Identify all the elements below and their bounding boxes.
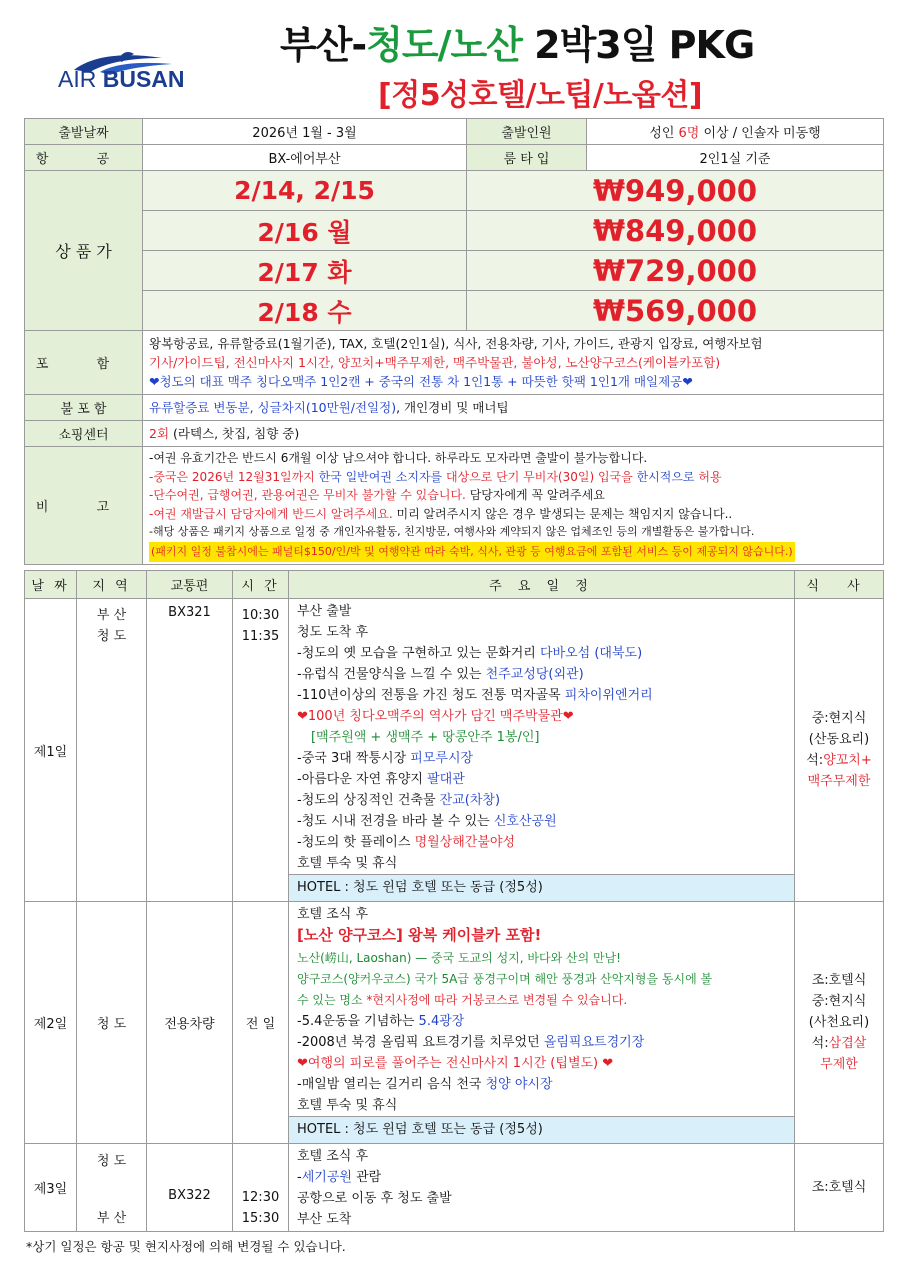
price-date: 2/18 수 (143, 291, 467, 331)
airline-label: 항 공 (25, 145, 143, 171)
page-header (0, 0, 905, 118)
room-label: 룸 타 입 (467, 145, 587, 171)
include-text: 왕복항공료, 유류할증료(1월기준), TAX, 호텔(2인1실), 식사, 전용차량, 기사, 가이드, 관광지 입장료, 여행자보험 기사/가이드팁, 전신마사지 1시간, 양꼬치+맥주무제한, 맥주박물관, 불야성, 노산양구코스(케이블카포함) ❤청도의 대표 맥주 칭다오맥주 1인2캔 + 중국의 전통 차 1인1통 + 따뜻한 핫팩 1인1개 매일제공❤ (143, 331, 884, 395)
day3-itinerary: 호텔 조식 후 -세기공원 관람 공항으로 이동 후 청도 출발 부산 도착 (289, 1144, 795, 1232)
shopping-text: 2회 (라텍스, 찻집, 침향 중) (143, 421, 884, 447)
price-label: 상 품 가 (25, 171, 143, 331)
day1-itinerary: 부산 출발 청도 도착 후 -청도의 옛 모습을 구현하고 있는 문화거리 다바오섬 (대북도) -유럽식 건물양식을 느낄 수 있는 천주교성당(외관) -110년이상의 전통을 가진 청도 전통 먹자골목 피차이위엔거리 ❤100년 칭다오맥주의 역사가 담긴 맥주박물관❤ [맥주원액 + 생맥주 + 땅콩안주 1봉/인] -중국 3대 짝퉁시장 피모루시장 -아름다운 자연 휴양지 팔대관 -청도의 상징적인 건축물 잔교(차창) -청도 시내 전경을 바라 볼 수 있는 신호산공원 -청도의 핫 플레이스 명월상해간불야성 호텔 투숙 및 휴식 HOTEL : 청도 윈덤 호텔 또는 동급 (정5성) (289, 599, 795, 902)
col-transport: 교통편 (147, 571, 233, 599)
price-date: 2/16 월 (143, 211, 467, 251)
price-value: ₩729,000 (467, 251, 884, 291)
people-value: 성인 6명 이상 / 인솔자 미동행 (587, 119, 884, 145)
page-title: 부산-청도/노산 2박3일 PKG (280, 23, 755, 67)
day1-hotel: HOTEL : 청도 윈덤 호텔 또는 동급 (정5성) (289, 874, 794, 901)
exclude-label: 불 포 함 (25, 395, 143, 421)
day2-transport: 전용차량 (147, 902, 233, 1144)
col-place: 지 역 (77, 571, 147, 599)
price-value: ₩849,000 (467, 211, 884, 251)
day2-hotel: HOTEL : 청도 윈덤 호텔 또는 동급 (정5성) (289, 1116, 794, 1143)
price-date: 2/17 화 (143, 251, 467, 291)
remarks-text: -여권 유효기간은 반드시 6개월 이상 남으셔야 합니다. 하루라도 모자라면 출발이 불가능합니다. -중국은 2026년 12월31일까지 한국 일반여권 소지자를 대상으로 단기 무비자(30일) 입국을 한시적으로 허용 -단수여권, 급행여권, 관용여권은 무비자 불가할 수 있습니다. 담당자에게 꼭 알려주세요 -여권 재발급시 담당자에게 반드시 알려주세요. 미리 알려주시지 않은 경우 발생되는 문제는 책임지지 않습니다.. -해당 상품은 패키지 상품으로 일정 중 개인자유활동, 친지방문, 여행사와 계약되지 않은 업체조인 등의 개별활동은 불가합니다. (패키지 일정 불참시에는 패널티$150/인/박 및 여행약관 따라 숙박, 식사, 관광 등 여행요금에 포함된 서비스 등이 제공되지 않습니다.) (143, 447, 884, 565)
room-value: 2인1실 기준 (587, 145, 884, 171)
col-itinerary: 주 요 일 정 (289, 571, 795, 599)
page-subtitle: [정5성호텔/노팁/노옵션] (378, 78, 703, 113)
depart-label: 출발날짜 (25, 119, 143, 145)
day3-label: 제3일 (25, 1144, 77, 1232)
people-label: 출발인원 (467, 119, 587, 145)
day3-places: 청 도 부 산 (77, 1144, 147, 1232)
price-date: 2/14, 2/15 (143, 171, 467, 211)
day1-times: 10:30 11:35 (233, 599, 289, 902)
price-value: ₩569,000 (467, 291, 884, 331)
day1-label: 제1일 (25, 599, 77, 902)
day3-meals: 조:호텔식 (795, 1144, 884, 1232)
day1-places: 부 산 청 도 (77, 599, 147, 902)
col-time: 시 간 (233, 571, 289, 599)
include-label: 포 함 (25, 331, 143, 395)
col-meal: 식 사 (795, 571, 884, 599)
day2-time: 전 일 (233, 902, 289, 1144)
schedule-table (24, 570, 884, 1232)
day2-meals: 조:호텔식 중:현지식 (사천요리) 석:삼겹살 무제한 (795, 902, 884, 1144)
col-day: 날 짜 (25, 571, 77, 599)
price-value: ₩949,000 (467, 171, 884, 211)
day2-label: 제2일 (25, 902, 77, 1144)
day2-place: 청 도 (77, 902, 147, 1144)
remarks-label: 비 고 (25, 447, 143, 565)
day1-meals: 중:현지식 (산동요리) 석:양꼬치+ 맥주무제한 (795, 599, 884, 902)
package-info-table (24, 118, 884, 565)
shopping-label: 쇼핑센터 (25, 421, 143, 447)
exclude-text: 유류할증료 변동분, 싱글차지(10만원/전일정), 개인경비 및 매너팁 (143, 395, 884, 421)
airline-value: BX-에어부산 (143, 145, 467, 171)
depart-value: 2026년 1월 - 3월 (143, 119, 467, 145)
day3-times: 12:30 15:30 (233, 1144, 289, 1232)
day1-flight: BX321 (147, 599, 233, 902)
footer-note: *상기 일정은 항공 및 현지사정에 의해 변경될 수 있습니다. (26, 1239, 346, 1254)
day2-itinerary: 호텔 조식 후 [노산 양구코스] 왕복 케이블카 포함! 노산(崂山, Laoshan) — 중국 도교의 성지, 바다와 산의 만남! 양구코스(양커우코스) 국가 5A급 풍경구이며 해안 풍경과 산악지형을 동시에 볼 수 있는 명소 *현지사정에 따라 거봉코스로 변경될 수 있습니다. -5.4운동을 기념하는 5.4광장 -2008년 북경 올림픽 요트경기를 치루었던 올림픽요트경기장 ❤여행의 피로를 풀어주는 전신마사지 1시간 (팁별도) ❤ -매일밤 열리는 길거리 음식 천국 청양 야시장 호텔 투숙 및 휴식 HOTEL : 청도 윈덤 호텔 또는 동급 (정5성) (289, 902, 795, 1144)
day3-flight: BX322 (147, 1144, 233, 1232)
logo-text: AIR BUSAN (58, 66, 185, 92)
